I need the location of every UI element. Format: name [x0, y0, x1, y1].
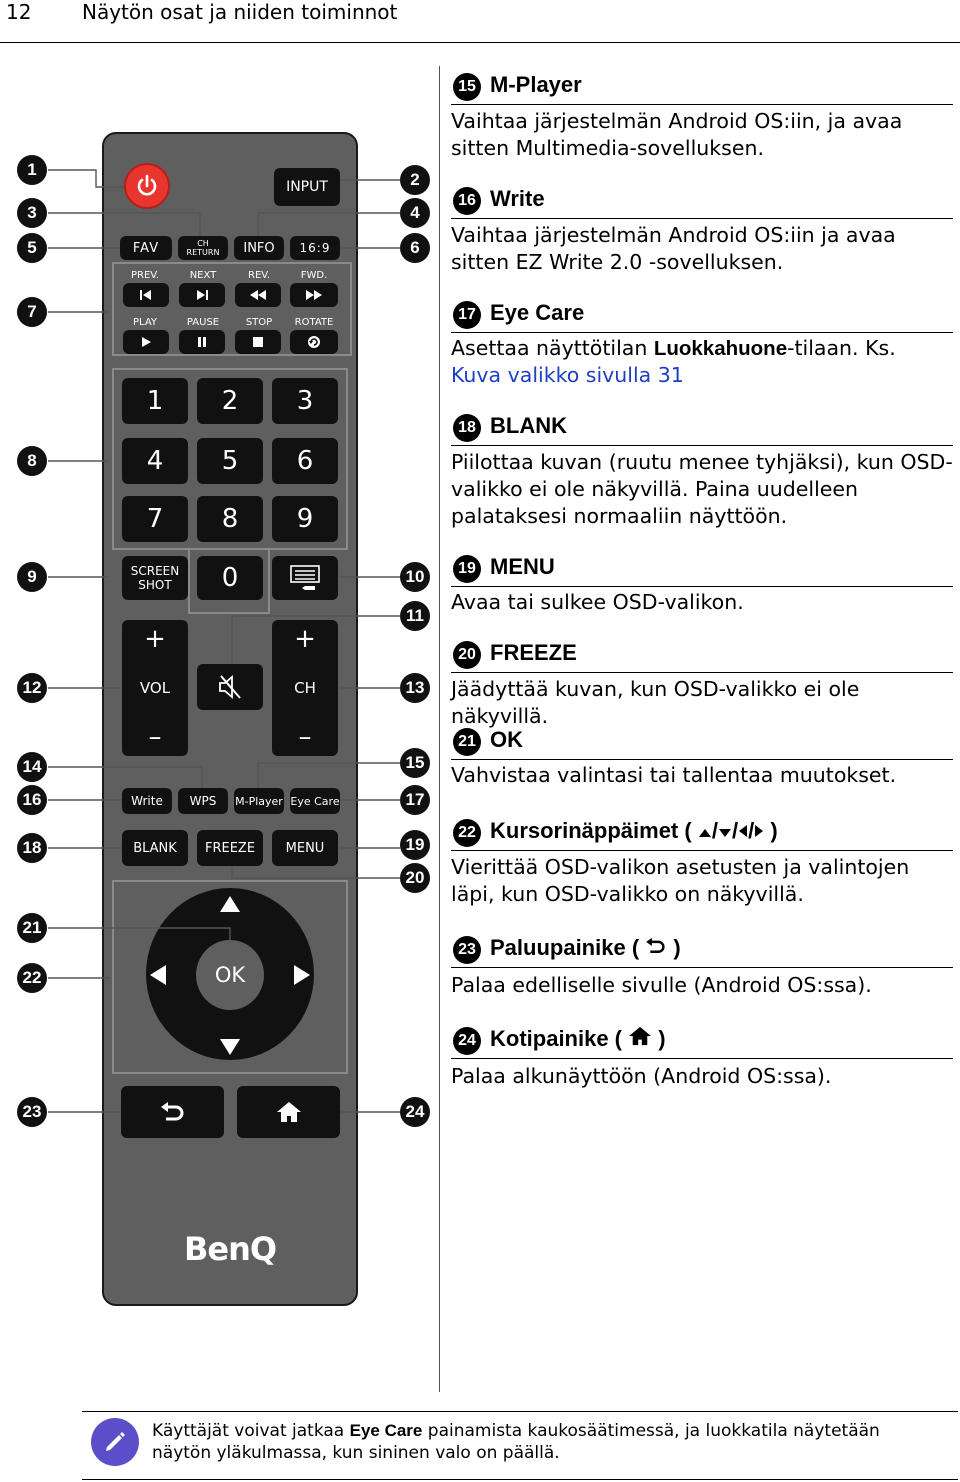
entry-title: M-Player: [490, 72, 582, 97]
entry-17-heading: [451, 298, 953, 333]
freeze-button[interactable]: FREEZE: [197, 830, 263, 866]
entry-22-title-text: Kursorinäppäimet (: [490, 818, 692, 843]
entry-18-body: Piilottaa kuvan (ruutu menee tyhjäksi), kun OSD-valikko ei ole näkyvillä. Paina uudelleen palataksesi normaaliin näyttöön.: [451, 450, 953, 528]
entry-number: 18: [453, 414, 481, 442]
screenshot-label-1: SCREEN: [130, 564, 180, 578]
entry-number: 20: [453, 641, 481, 669]
note-text: [152, 1420, 942, 1464]
separator: /: [711, 818, 718, 843]
callout-2: 2: [400, 165, 430, 195]
entry-title: OK: [490, 727, 523, 752]
info-button[interactable]: INFO: [234, 236, 284, 260]
aspect-ratio-button[interactable]: 16:9: [290, 236, 340, 260]
entry-title: [490, 1026, 666, 1052]
rev-label: REV.: [248, 270, 270, 281]
rotate-label: ROTATE: [294, 317, 334, 328]
entry-16-body: Vaihtaa järjestelmän Android OS:iin ja avaa sitten EZ Write 2.0 -sovelluksen.: [451, 223, 896, 274]
stop-label: STOP: [245, 317, 273, 328]
digit-5-button[interactable]: 5: [197, 438, 263, 484]
entry-17-body: [451, 335, 953, 389]
entry-24-heading: [451, 1024, 953, 1059]
digit-9-button[interactable]: 9: [272, 496, 338, 542]
entry-17-text-2: -tilaan. Ks.: [787, 336, 896, 360]
note-text-2: painamista kaukosäätimessä, ja luokkatila näytetään näytön yläkulmassa, kun sininen valo on päällä.: [152, 1421, 880, 1463]
entry-number: 15: [453, 73, 481, 101]
screenshot-label-2: SHOT: [138, 578, 172, 592]
entry-17-text-1: Asettaa näyttötilan: [451, 336, 654, 360]
entry-title: Eye Care: [490, 300, 585, 325]
digit-1-button[interactable]: 1: [122, 378, 188, 424]
callout-18: 18: [17, 833, 47, 863]
note-icon: [91, 1418, 139, 1466]
note-top-rule: [82, 1411, 958, 1412]
callout-11: 11: [400, 601, 430, 631]
ch-minus-label: –: [298, 722, 312, 752]
note-text-1: Käyttäjät voivat jatkaa: [152, 1421, 350, 1441]
entry-24-body: Palaa alkunäyttöön (Android OS:ssa).: [451, 1064, 832, 1088]
separator: /: [748, 818, 755, 843]
entry-17-term: Luokkahuone: [653, 337, 788, 360]
chapter-title: Näytön osat ja niiden toiminnot: [82, 0, 398, 24]
page-number: 12: [6, 0, 32, 24]
entry-title: [490, 818, 778, 844]
entry-number: 24: [453, 1027, 481, 1055]
home-icon: [628, 1026, 652, 1046]
entry-15-body: Vaihtaa järjestelmän Android OS:iin, ja avaa sitten Multimedia-sovelluksen.: [451, 109, 903, 160]
callout-12: 12: [17, 673, 47, 703]
vol-minus-label: –: [148, 722, 162, 752]
ch-plus-label: +: [294, 624, 316, 654]
entry-19-body: Avaa tai sulkee OSD-valikon.: [451, 590, 744, 614]
callout-17: 17: [400, 785, 430, 815]
eye-care-button[interactable]: Eye Care: [290, 788, 340, 814]
vol-label: VOL: [139, 679, 171, 697]
callout-5: 5: [17, 233, 47, 263]
entry-23-heading: [451, 933, 953, 968]
menu-page-link[interactable]: Kuva valikko sivulla 31: [451, 363, 684, 387]
entry-number: 23: [453, 936, 481, 964]
entry-22-title-close: ): [770, 818, 778, 843]
callout-14: 14: [17, 752, 47, 782]
write-button[interactable]: Write: [122, 788, 172, 814]
callout-9: 9: [17, 562, 47, 592]
prev-label: PREV.: [130, 270, 160, 281]
ok-button[interactable]: OK: [196, 940, 264, 1010]
entry-18-heading: [451, 411, 953, 446]
entry-23-body: Palaa edelliselle sivulle (Android OS:ssa).: [451, 973, 872, 997]
menu-button[interactable]: MENU: [272, 830, 338, 866]
play-label: PLAY: [132, 317, 157, 328]
entry-number: 17: [453, 301, 481, 329]
entry-number: 21: [453, 728, 481, 756]
entry-title: [490, 935, 681, 961]
callout-21: 21: [17, 913, 47, 943]
digit-0-button[interactable]: 0: [197, 556, 263, 600]
brand-logo: BenQ: [184, 1230, 277, 1268]
entry-title: FREEZE: [490, 640, 577, 665]
entry-20-heading: [451, 638, 953, 673]
ch-label: CH: [294, 679, 316, 697]
callout-20: 20: [400, 863, 430, 893]
callout-4: 4: [400, 198, 430, 228]
pause-label: PAUSE: [186, 317, 220, 328]
callout-16: 16: [17, 785, 47, 815]
next-label: NEXT: [189, 270, 217, 281]
callout-6: 6: [400, 233, 430, 263]
back-icon: [645, 937, 667, 955]
entry-title: BLANK: [490, 413, 567, 438]
callout-15: 15: [400, 748, 430, 778]
callout-23: 23: [17, 1097, 47, 1127]
callout-19: 19: [400, 830, 430, 860]
entry-24-title-close: ): [658, 1026, 666, 1051]
entry-16-heading: [451, 184, 953, 219]
entry-23-title-close: ): [673, 935, 681, 960]
digit-7-button[interactable]: 7: [122, 496, 188, 542]
wps-button[interactable]: WPS: [178, 788, 228, 814]
separator: /: [731, 818, 739, 843]
right-arrow-icon: [754, 824, 764, 838]
up-arrow-icon: [698, 828, 712, 838]
pencil-icon: [101, 1428, 129, 1456]
digit-2-button[interactable]: 2: [197, 378, 263, 424]
digit-3-button[interactable]: 3: [272, 378, 338, 424]
m-player-button[interactable]: M-Player: [234, 788, 284, 814]
callout-8: 8: [17, 446, 47, 476]
entry-23-title-text: Paluupainike (: [490, 935, 640, 960]
digit-8-button[interactable]: 8: [197, 496, 263, 542]
digit-6-button[interactable]: 6: [272, 438, 338, 484]
callout-22: 22: [17, 963, 47, 993]
ch-return-label-2: RETURN: [186, 248, 220, 257]
entry-19-heading: [451, 552, 953, 587]
entry-24-title-text: Kotipainike (: [490, 1026, 623, 1051]
entry-20-body: Jäädyttää kuvan, kun OSD-valikko ei ole näkyvillä.: [451, 677, 860, 728]
fav-button[interactable]: FAV: [120, 236, 172, 260]
digit-4-button[interactable]: 4: [122, 438, 188, 484]
fwd-label: FWD.: [300, 270, 328, 281]
callout-24: 24: [400, 1097, 430, 1127]
entry-title: MENU: [490, 554, 555, 579]
input-button[interactable]: INPUT: [274, 168, 340, 206]
vol-plus-label: +: [144, 624, 166, 654]
entry-number: 22: [453, 819, 481, 847]
callout-3: 3: [17, 198, 47, 228]
entry-title: Write: [490, 186, 545, 211]
entry-number: 16: [453, 187, 481, 215]
down-arrow-icon: [718, 828, 732, 838]
entry-number: 19: [453, 555, 481, 583]
note-term: Eye Care: [349, 1421, 423, 1440]
left-arrow-icon: [738, 824, 748, 838]
blank-button[interactable]: BLANK: [122, 830, 188, 866]
note-bottom-rule: [82, 1479, 958, 1480]
callout-13: 13: [400, 673, 430, 703]
callout-7: 7: [17, 297, 47, 327]
entry-15-heading: [451, 70, 953, 105]
callout-1: 1: [17, 155, 47, 185]
callout-10: 10: [400, 562, 430, 592]
entry-21-body: Vahvistaa valintasi tai tallentaa muutokset.: [451, 763, 897, 787]
ch-return-label-1: CH: [197, 239, 209, 248]
entry-21-heading: [451, 725, 953, 760]
entry-22-heading: [451, 816, 953, 851]
entry-22-body: Vierittää OSD-valikon asetusten ja valintojen läpi, kun OSD-valikko on näkyvillä.: [451, 855, 910, 906]
